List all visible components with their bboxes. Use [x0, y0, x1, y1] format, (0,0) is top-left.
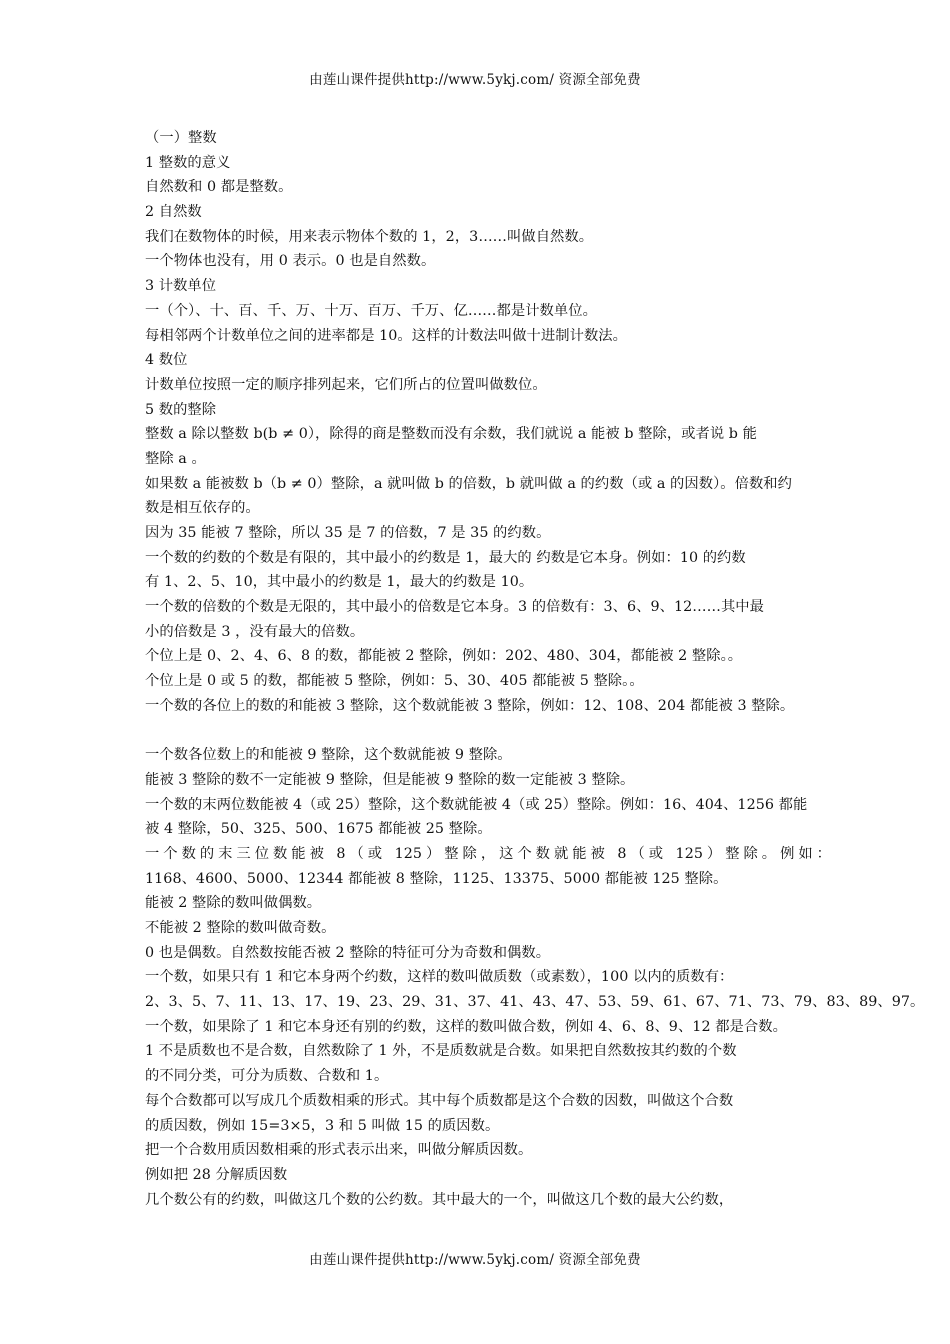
- paragraph-line: 能被 2 整除的数叫做偶数。: [145, 895, 322, 912]
- subheading: 2 自然数: [145, 204, 202, 221]
- paragraph-line: 2、3、5、7、11、13、17、19、23、29、31、37、41、43、47、53、59、61、67、71、73、79、83、89、97。: [145, 994, 925, 1011]
- paragraph-line: 个位上是 0、2、4、6、8 的数，都能被 2 整除，例如：202、480、304，都能被 2 整除。。: [145, 648, 743, 665]
- paragraph-line: 一（个）、十、百、千、万、十万、百万、千万、亿……都是计数单位。: [145, 302, 597, 319]
- paragraph-line: 一个数的倍数的个数是无限的，其中最小的倍数是它本身。3 的倍数有：3、6、9、12……其中最: [145, 599, 764, 616]
- paragraph-line: 一个数，如果只有 1 和它本身两个约数，这样的数叫做质数（或素数），100 以内的质数有：: [145, 969, 734, 986]
- paragraph-line: 数是相互依存的。: [145, 500, 260, 517]
- paragraph-line: 1168、4600、5000、12344 都能被 8 整除，1125、13375、5000 都能被 125 整除。: [145, 870, 728, 887]
- paragraph-line: 因为 35 能被 7 整除，所以 35 是 7 的倍数，7 是 35 的约数。: [145, 525, 551, 541]
- paragraph-line: 计数单位按照一定的顺序排列起来，它们所占的位置叫做数位。: [145, 376, 547, 393]
- paragraph-line: 一个物体也没有，用 0 表示。0 也是自然数。: [145, 253, 436, 270]
- page-header: 由莲山课件提供http://www.5ykj.com/ 资源全部免费: [309, 72, 641, 88]
- paragraph-line: 一个数，如果除了 1 和它本身还有别的约数，这样的数叫做合数，例如 4、6、8、9、12 都是合数。: [145, 1018, 787, 1035]
- paragraph-line: 的质因数，例如 15=3×5，3 和 5 叫做 15 的质因数。: [145, 1117, 500, 1134]
- paragraph-line: 1 不是质数也不是合数，自然数除了 1 外，不是质数就是合数。如果把自然数按其约数的个数: [145, 1043, 737, 1060]
- subheading: 3 计数单位: [145, 278, 217, 295]
- page-footer: 由莲山课件提供http://www.5ykj.com/ 资源全部免费: [309, 1252, 641, 1268]
- paragraph-line: 一个数的末两位数能被 4（或 25）整除，这个数就能被 4（或 25）整除。例如：16、404、1256 都能: [145, 796, 808, 813]
- paragraph-line: 不能被 2 整除的数叫做奇数。: [145, 920, 336, 936]
- subheading: 4 数位: [145, 352, 188, 369]
- paragraph-line: 几个数公有的约数，叫做这几个数的公约数。其中最大的一个，叫做这几个数的最大公约数，: [145, 1191, 734, 1208]
- paragraph-line: 个位上是 0 或 5 的数，都能被 5 整除，例如：5、30、405 都能被 5 整除。。: [145, 673, 644, 690]
- paragraph-line: 如果数 a 能被数 b（b ≠ 0）整除，a 就叫做 b 的倍数，b 就叫做 a 的约数（或 a 的因数）。倍数和约: [145, 475, 792, 492]
- subheading: 5 数的整除: [145, 401, 217, 418]
- paragraph-line: 整除 a 。: [145, 450, 206, 467]
- paragraph-line: 我们在数物体的时候，用来表示物体个数的 1，2，3……叫做自然数。: [145, 228, 594, 245]
- paragraph-line: 的不同分类，可分为质数、合数和 1。: [145, 1068, 389, 1085]
- paragraph-line: 自然数和 0 都是整数。: [145, 179, 293, 196]
- paragraph-line: 整数 a 除以整数 b(b ≠ 0），除得的商是整数而没有余数，我们就说 a 能被 b 整除，或者说 b 能: [145, 426, 757, 443]
- paragraph-line: 被 4 整除，50、325、500、1675 都能被 25 整除。: [145, 821, 492, 838]
- paragraph-line: 一个数的各位上的数的和能被 3 整除，这个数就能被 3 整除，例如：12、108、204 都能被 3 整除。: [145, 697, 795, 714]
- paragraph-line: 例如把 28 分解质因数: [145, 1166, 288, 1183]
- paragraph-line: 一个数各位数上的和能被 9 整除，这个数就能被 9 整除。: [145, 747, 512, 764]
- paragraph-line: 把一个合数用质因数相乘的形式表示出来，叫做分解质因数。: [145, 1142, 533, 1159]
- paragraph-line: 能被 3 整除的数不一定能被 9 整除，但是能被 9 整除的数一定能被 3 整除。: [145, 771, 635, 788]
- blank-line: [145, 719, 831, 744]
- subheading: 1 整数的意义: [145, 154, 231, 171]
- paragraph-line: 每个合数都可以写成几个质数相乘的形式。其中每个质数都是这个合数的因数，叫做这个合数: [145, 1092, 734, 1109]
- paragraph-line: 0 也是偶数。自然数按能否被 2 整除的特征可分为奇数和偶数。: [145, 944, 551, 961]
- document-body: [145, 126, 925, 1212]
- section-heading: （一）整数: [145, 130, 217, 146]
- paragraph-line: 一个数的末三位数能被 8（或 125）整除，这个数就能被 8（或 125）整除。例如：: [145, 845, 831, 862]
- paragraph-line: 每相邻两个计数单位之间的进率都是 10。这样的计数法叫做十进制计数法。: [145, 327, 627, 344]
- paragraph-line: 小的倍数是 3 ，没有最大的倍数。: [145, 623, 365, 640]
- paragraph-line: 有 1、2、5、10，其中最小的约数是 1，最大的约数是 10。: [145, 574, 534, 591]
- paragraph-line: 一个数的约数的个数是有限的，其中最小的约数是 1，最大的 约数是它本身。例如：10 的约数: [145, 549, 746, 566]
